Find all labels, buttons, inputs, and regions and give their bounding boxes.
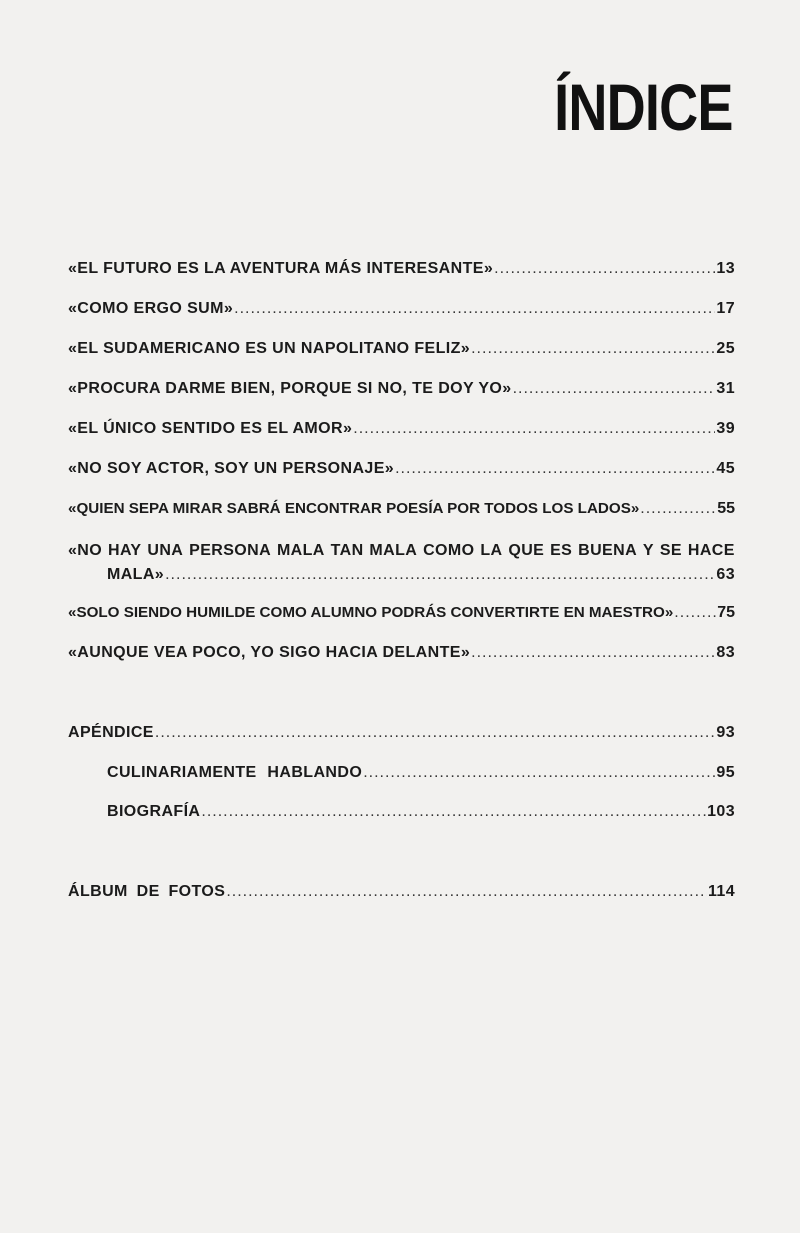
toc-entry-page: 75 — [717, 604, 735, 621]
toc-entry-page: 39 — [716, 420, 735, 437]
toc-entry — [68, 258, 735, 280]
toc-entry-label: «QUIEN SEPA MIRAR SABRÁ ENCONTRAR POESÍA POR TODOS LOS LADOS» — [68, 500, 640, 517]
toc-entry-page: 63 — [716, 566, 735, 583]
toc-entry-label: «SOLO SIENDO HUMILDE COMO ALUMNO PODRÁS CONVERTIRTE EN MAESTRO» — [68, 604, 674, 621]
toc-entry — [68, 298, 735, 320]
dot-leader — [471, 338, 715, 360]
toc-entry-page: 17 — [716, 300, 735, 317]
toc-entry-label-line2: MALA» — [107, 566, 165, 583]
album-entry — [68, 881, 735, 903]
toc-entry-multiline — [68, 540, 735, 586]
dot-leader — [234, 298, 715, 320]
dot-leader — [471, 642, 715, 664]
toc-entry-label: «COMO ERGO SUM» — [68, 300, 234, 317]
appendix-subentry-page: 95 — [716, 764, 735, 781]
toc-entry-word: COMO — [423, 542, 475, 559]
album-label: ÁLBUM DE FOTOS — [68, 883, 226, 900]
toc-entry-page: 83 — [716, 644, 735, 661]
toc-entry — [68, 338, 735, 360]
dot-leader — [640, 498, 716, 520]
toc-entry-page: 31 — [716, 380, 735, 397]
toc-entry-label: «NO SOY ACTOR, SOY UN PERSONAJE» — [68, 460, 395, 477]
toc-entry-word: MALA — [276, 542, 325, 559]
toc-entry-line2 — [68, 564, 735, 586]
toc-entry — [68, 602, 735, 624]
dot-leader — [395, 458, 715, 480]
dot-leader — [226, 881, 707, 903]
toc-entry — [68, 498, 735, 520]
dot-leader — [155, 722, 716, 744]
page-title: ÍNDICE — [554, 70, 733, 144]
toc-entry-label: «AUNQUE VEA POCO, YO SIGO HACIA DELANTE» — [68, 644, 471, 661]
toc-entry-word: UNA — [147, 542, 184, 559]
toc-entry — [68, 378, 735, 400]
appendix-subentry-label: CULINARIAMENTE HABLANDO — [107, 764, 363, 781]
toc-entry — [68, 642, 735, 664]
dot-leader — [494, 258, 715, 280]
appendix-page: 93 — [716, 724, 735, 741]
toc-entry-page: 55 — [717, 500, 735, 517]
dot-leader — [513, 378, 716, 400]
appendix-subentry — [107, 762, 735, 784]
appendix-subentry-page: 103 — [707, 803, 735, 820]
appendix-subentry — [107, 801, 735, 823]
toc-entry — [68, 458, 735, 480]
toc-entry-word: ES — [550, 542, 573, 559]
appendix-label: APÉNDICE — [68, 724, 154, 741]
toc-entry-word: TAN — [330, 542, 364, 559]
toc-entry-word: MALA — [369, 542, 418, 559]
dot-leader — [353, 418, 715, 440]
toc-entry-label: «EL SUDAMERICANO ES UN NAPOLITANO FELIZ» — [68, 340, 471, 357]
toc-entry-page: 25 — [716, 340, 735, 357]
dot-leader — [363, 762, 715, 784]
toc-entry-label: «EL FUTURO ES LA AVENTURA MÁS INTERESANTE» — [68, 260, 494, 277]
toc-entry-label: «EL ÚNICO SENTIDO ES EL AMOR» — [68, 420, 353, 437]
toc-entry-page: 45 — [716, 460, 735, 477]
toc-entry-word: HAY — [107, 542, 142, 559]
toc-entry-word: «NO — [68, 542, 103, 559]
toc-entry-word: HACE — [687, 542, 735, 559]
toc-entry-word: BUENA — [578, 542, 638, 559]
dot-leader — [165, 564, 715, 586]
toc-entry-word: Y — [642, 542, 654, 559]
toc-entry — [68, 418, 735, 440]
toc-entry-word: LA — [480, 542, 503, 559]
toc-entry-label: «PROCURA DARME BIEN, PORQUE SI NO, TE DOY YO» — [68, 380, 512, 397]
toc-entry-word: PERSONA — [189, 542, 272, 559]
toc-entry-word: QUE — [508, 542, 545, 559]
toc-entry-page: 13 — [716, 260, 735, 277]
dot-leader — [674, 602, 716, 624]
album-page: 114 — [707, 883, 735, 900]
appendix-subentry-label: BIOGRAFÍA — [107, 803, 201, 820]
toc-entry-line1 — [68, 540, 735, 562]
dot-leader — [201, 801, 706, 823]
appendix-entry — [68, 722, 735, 744]
toc-entry-word: SE — [659, 542, 683, 559]
